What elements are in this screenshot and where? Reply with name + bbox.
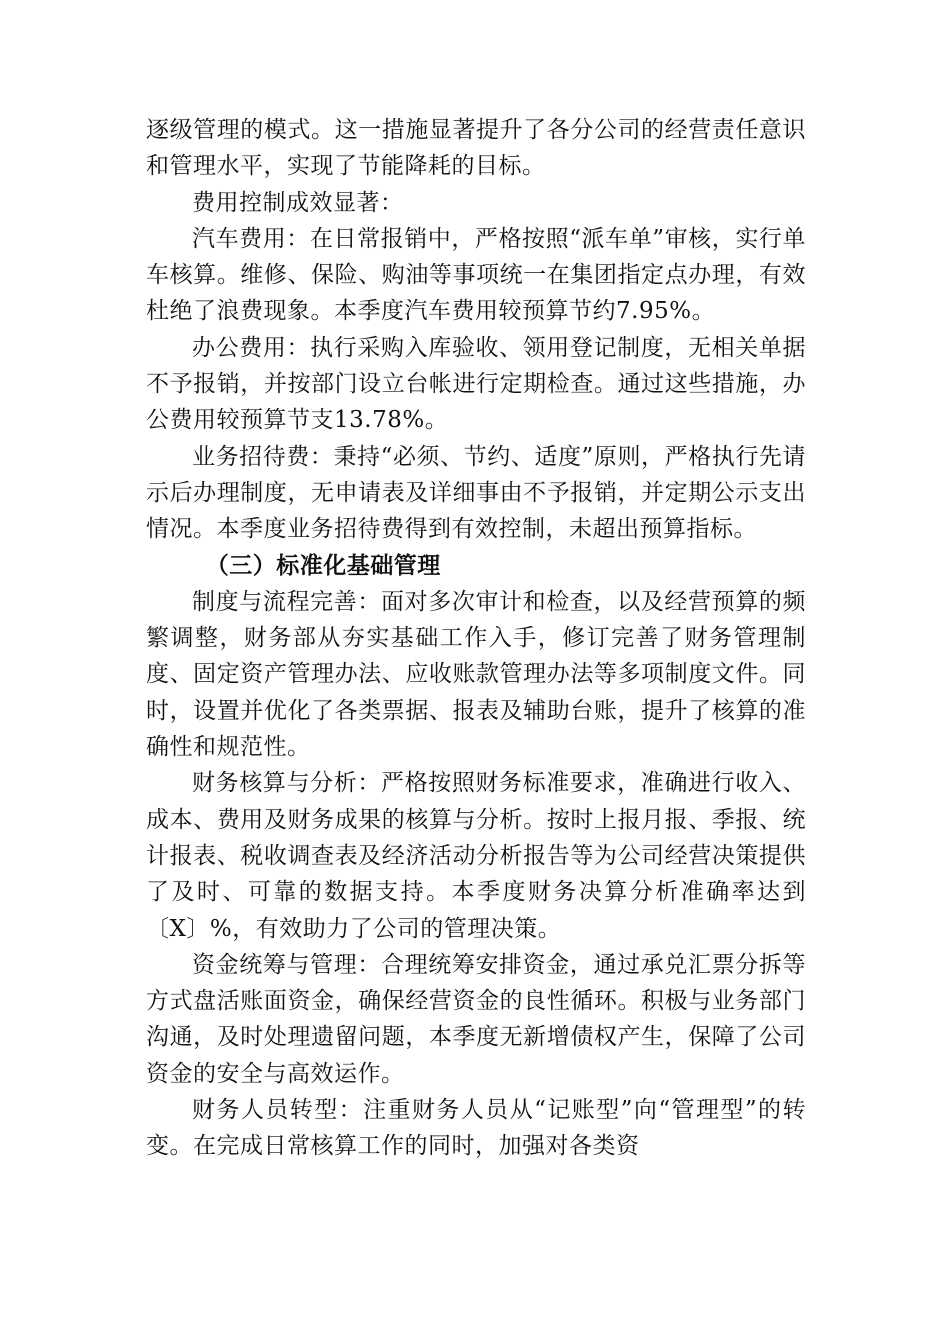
paragraph-entertainment-expenses: 业务招待费：秉持“必须、节约、适度”原则，严格执行先请示后办理制度，无申请表及详细事由不予报销，并定期公示支出情况。本季度业务招待费得到有效控制，未超出预算指标。 xyxy=(146,443,806,543)
document-page xyxy=(146,112,806,1165)
paragraph-staff-transformation: 财务人员转型：注重财务人员从“记账型”向“管理型”的转变。在完成日常核算工作的同时，加强对各类资 xyxy=(146,1097,806,1160)
paragraph-office-expenses: 办公费用：执行采购入库验收、领用登记制度，无相关单据不予报销，并按部门设立台帐进行定期检查。通过这些措施，办公费用较预算节支13.78%。 xyxy=(146,334,806,434)
paragraph-system-process: 制度与流程完善：面对多次审计和检查，以及经营预算的频繁调整，财务部从夯实基础工作入手，修订完善了财务管理制度、固定资产管理办法、应收账款管理办法等多项制度文件。同时，设置并优化了各类票据、报表及辅助台账，提升了核算的准确性和规范性。 xyxy=(146,588,806,761)
paragraph-accounting-analysis: 财务核算与分析：严格按照财务标准要求，准确进行收入、成本、费用及财务成果的核算与分析。按时上报月报、季报、统计报表、税收调查表及经济活动分析报告等为公司经营决策提供了及时、可靠的数据支持。本季度财务决算分析准确率达到〔X〕%，有效助力了公司的管理决策。 xyxy=(146,770,806,942)
paragraph-continuation: 逐级管理的模式。这一措施显著提升了各分公司的经营责任意识和管理水平，实现了节能降耗的目标。 xyxy=(146,117,806,180)
paragraph-cost-control-intro: 费用控制成效显著： xyxy=(192,189,404,216)
paragraph-fund-management: 资金统筹与管理：合理统筹安排资金，通过承兑汇票分拆等方式盘活账面资金，确保经营资金的良性循环。积极与业务部门沟通，及时处理遗留问题，本季度无新增债权产生，保障了公司资金的安全与高效运作。 xyxy=(146,951,806,1087)
section-heading: （三）标准化基础管理 xyxy=(205,551,441,579)
paragraph-vehicle-expenses: 汽车费用：在日常报销中，严格按照“派车单”审核，实行单车核算。维修、保险、购油等事项统一在集团指定点办理，有效杜绝了浪费现象。本季度汽车费用较预算节约7.95%。 xyxy=(146,225,806,325)
